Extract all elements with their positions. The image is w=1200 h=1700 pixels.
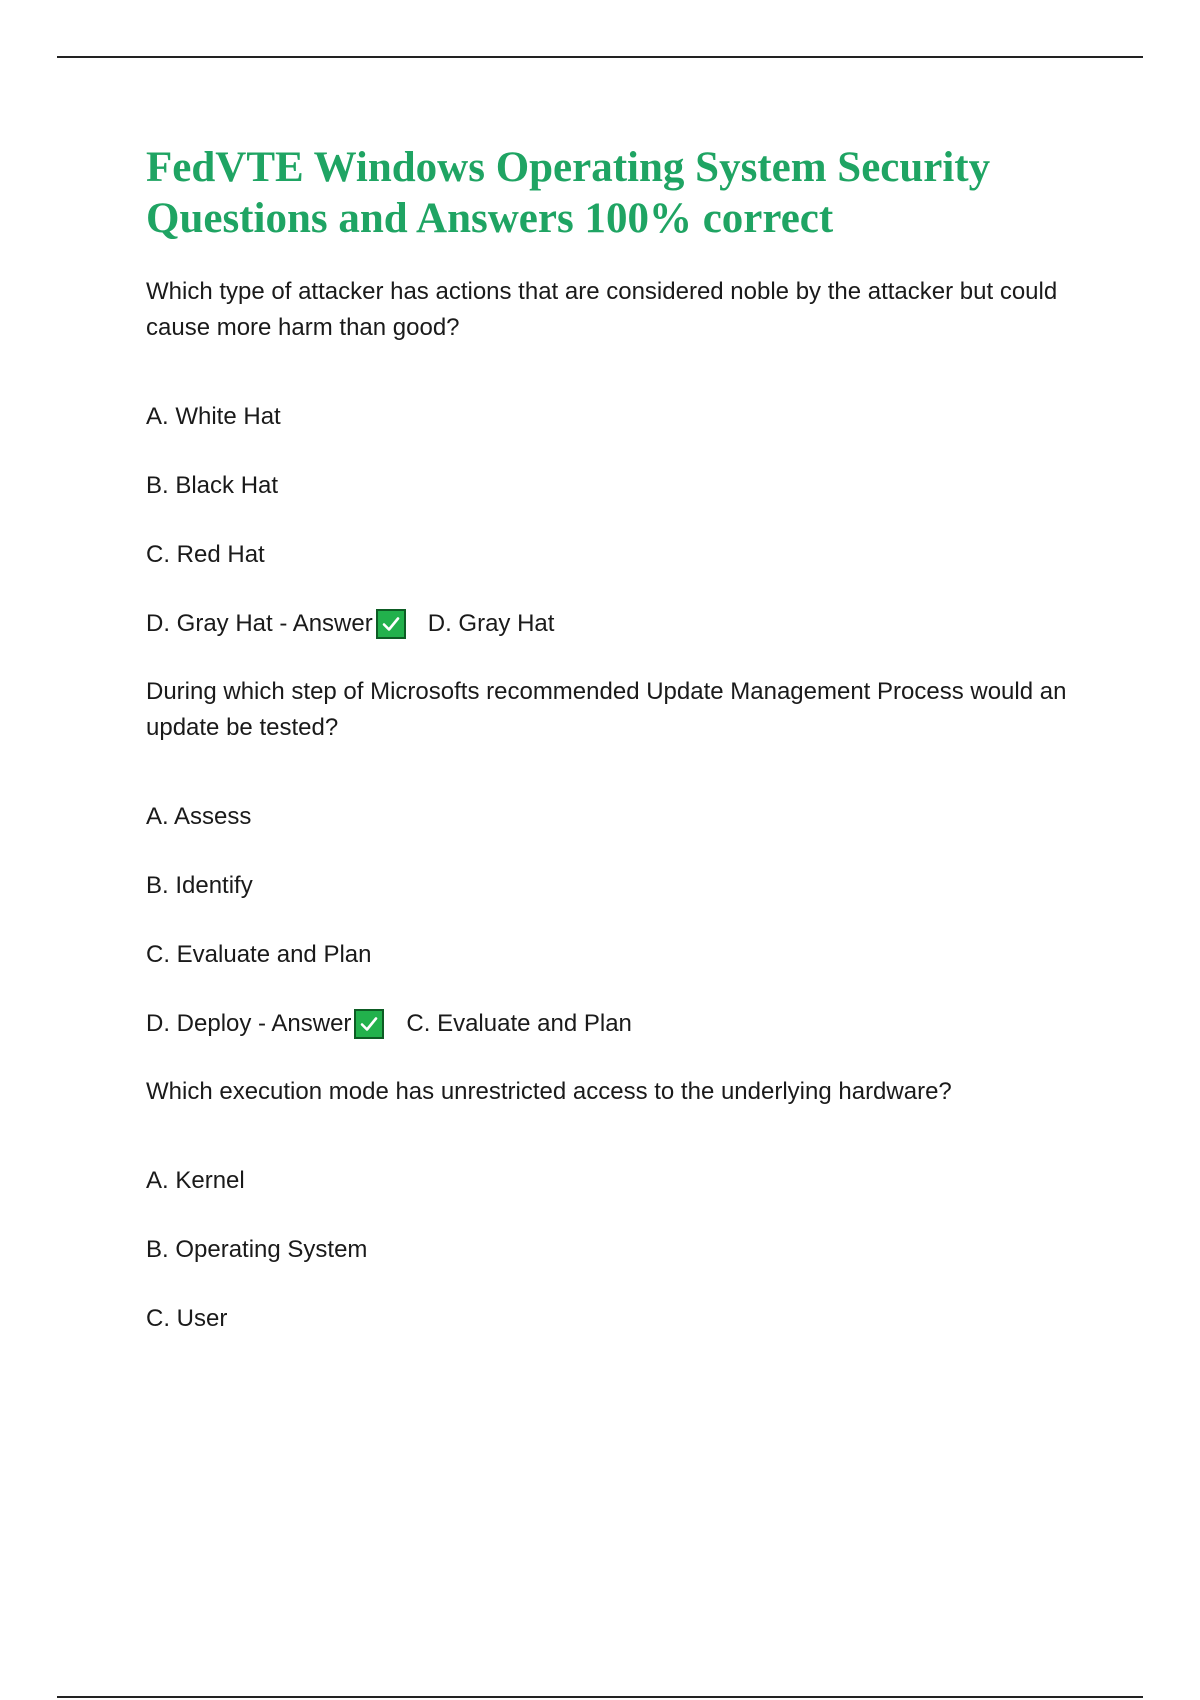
document-title: FedVTE Windows Operating System Security Questions and Answers 100% correct — [146, 144, 991, 242]
question-text: Which type of attacker has actions that are considered noble by the attacker but could cause more harm than good? — [146, 278, 1058, 341]
header-rule — [57, 56, 1143, 58]
answer-line — [146, 1006, 1086, 1042]
option-list — [146, 399, 1086, 642]
answer-value: D. Gray Hat — [427, 610, 555, 637]
question-block-3 — [146, 1074, 1086, 1337]
option-item: A. Assess — [146, 803, 252, 830]
option-item: C. Red Hat — [146, 541, 265, 568]
question-block-2 — [146, 674, 1086, 1042]
option-item: A. Kernel — [146, 1167, 245, 1194]
footer-rule — [57, 1696, 1143, 1698]
option-item: C. Evaluate and Plan — [146, 941, 372, 968]
question-block-1 — [146, 274, 1086, 642]
option-item: B. Identify — [146, 872, 253, 899]
option-item: A. White Hat — [146, 403, 281, 430]
answer-value: C. Evaluate and Plan — [406, 1010, 632, 1037]
answer-line — [146, 606, 1086, 642]
document-page — [146, 142, 1086, 1337]
checkmark-icon — [354, 1009, 384, 1039]
option-list — [146, 799, 1086, 1042]
option-item: B. Operating System — [146, 1236, 368, 1263]
option-item: B. Black Hat — [146, 472, 279, 499]
option-item: C. User — [146, 1305, 228, 1332]
checkmark-icon — [376, 609, 406, 639]
answer-prefix: D. Gray Hat - Answer — [146, 610, 373, 637]
option-list — [146, 1163, 1086, 1337]
question-text: Which execution mode has unrestricted access to the underlying hardware? — [146, 1078, 952, 1105]
answer-prefix: D. Deploy - Answer — [146, 1010, 352, 1037]
question-text: During which step of Microsofts recommended Update Management Process would an update be tested? — [146, 678, 1067, 741]
